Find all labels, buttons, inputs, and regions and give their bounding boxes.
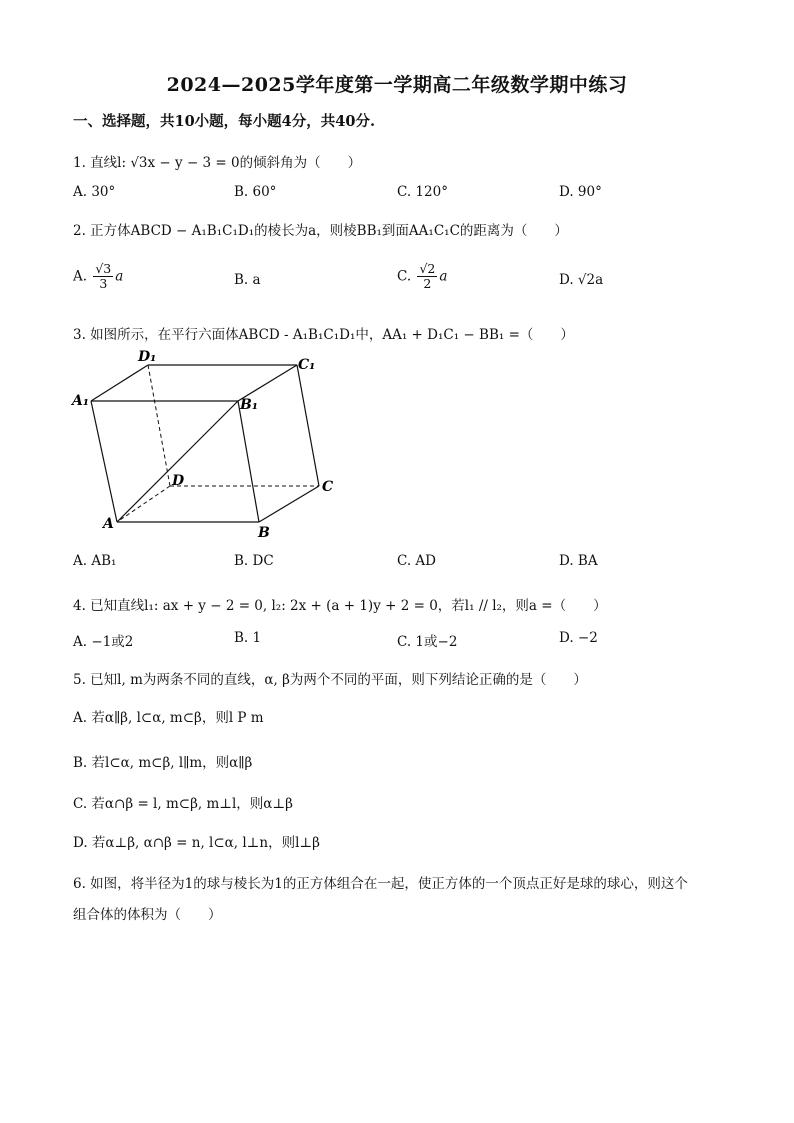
question-5-option-a: A. 若α∥β, l⊂α, m⊂β，则l P m (73, 710, 264, 726)
question-2-option-c (397, 262, 447, 292)
fraction-tail: a (439, 268, 448, 285)
parallelepiped-figure (62, 345, 352, 545)
question-4-option-c: C. 1或−2 (397, 634, 458, 650)
edge-d1-a1 (91, 365, 148, 401)
question-4-option-d: D. −2 (559, 630, 598, 646)
fraction-numerator: √2 (419, 261, 436, 276)
edge-a1-a (91, 401, 117, 522)
question-2-stem: 2. 正方体ABCD − A₁B₁C₁D₁的棱长为a，则棱BB₁到面AA₁C₁C的距离为（ ） (73, 223, 568, 239)
edge-c1-c (297, 365, 319, 486)
fraction-tail: a (115, 268, 124, 285)
question-2-option-a-label: A. (73, 268, 88, 285)
page-title: 2024—2025学年度第一学期高二年级数学期中练习 (166, 74, 628, 96)
vertex-label-d: D (172, 473, 185, 489)
question-2-option-b: B. a (234, 272, 261, 288)
section-heading: 一、选择题，共10小题，每小题4分，共40分. (73, 113, 375, 130)
question-5-option-d: D. 若α⊥β, α∩β = n, l⊂α, l⊥n，则l⊥β (73, 835, 320, 851)
question-2-option-c-fraction (417, 262, 437, 292)
question-1-stem: 1. 直线l: √3x − y − 3 = 0的倾斜角为（ ） (73, 155, 362, 171)
edge-d-a-hidden (117, 486, 170, 522)
question-1-option-a: A. 30° (73, 184, 116, 200)
question-2-option-a-fraction (93, 262, 113, 292)
edge-b-c (259, 486, 319, 522)
question-2-option-d: D. √2a (559, 272, 604, 288)
question-4-option-b: B. 1 (234, 630, 262, 646)
edge-b1-b (238, 401, 259, 522)
vertex-label-d1: D₁ (138, 349, 157, 365)
question-3-option-a: A. AB₁ (73, 553, 117, 569)
fraction-numerator: √3 (95, 261, 112, 276)
edge-d1-d-hidden (148, 365, 170, 486)
question-4-option-a: A. −1或2 (73, 634, 134, 650)
question-5-stem: 5. 已知l, m为两条不同的直线，α, β为两个不同的平面，则下列结论正确的是（ ） (73, 672, 587, 688)
question-3-stem: 3. 如图所示，在平行六面体ABCD - A₁B₁C₁D₁中，AA₁ + D₁C₁ − BB₁ =（ ） (73, 327, 574, 343)
question-3-option-d: D. BA (559, 553, 598, 569)
vertex-label-a1: A₁ (72, 393, 89, 409)
vertex-label-b1: B₁ (240, 397, 258, 413)
question-6-stem-line-2: 组合体的体积为（ ） (73, 907, 222, 923)
question-1-option-b: B. 60° (234, 184, 277, 200)
question-5-option-b: B. 若l⊂α, m⊂β, l∥m，则α∥β (73, 755, 253, 771)
fraction-denominator: 3 (99, 276, 108, 292)
question-3-option-b: B. DC (234, 553, 274, 569)
question-2-option-a (73, 262, 123, 292)
question-4-stem: 4. 已知直线l₁: ax + y − 2 = 0, l₂: 2x + (a + 1)y + 2 = 0，若l₁ // l₂，则a =（ ） (73, 598, 607, 614)
question-2-option-c-label: C. (397, 268, 412, 285)
vertex-label-c: C (322, 479, 334, 495)
vertex-label-b: B (258, 525, 270, 541)
question-5-option-c: C. 若α∩β = l, m⊂β, m⊥l，则α⊥β (73, 796, 293, 812)
vertex-label-a: A (103, 516, 114, 532)
question-1-option-d: D. 90° (559, 184, 602, 200)
question-3-option-c: C. AD (397, 553, 437, 569)
diagonal-a-b1 (117, 401, 238, 522)
question-1-option-c: C. 120° (397, 184, 448, 200)
question-6-stem-line-1: 6. 如图，将半径为1的球与棱长为1的正方体组合在一起，使正方体的一个顶点正好是球的球心，则这个 (73, 876, 688, 892)
edge-c1-b1 (238, 365, 297, 401)
vertex-label-c1: C₁ (298, 357, 316, 373)
fraction-denominator: 2 (423, 276, 432, 292)
